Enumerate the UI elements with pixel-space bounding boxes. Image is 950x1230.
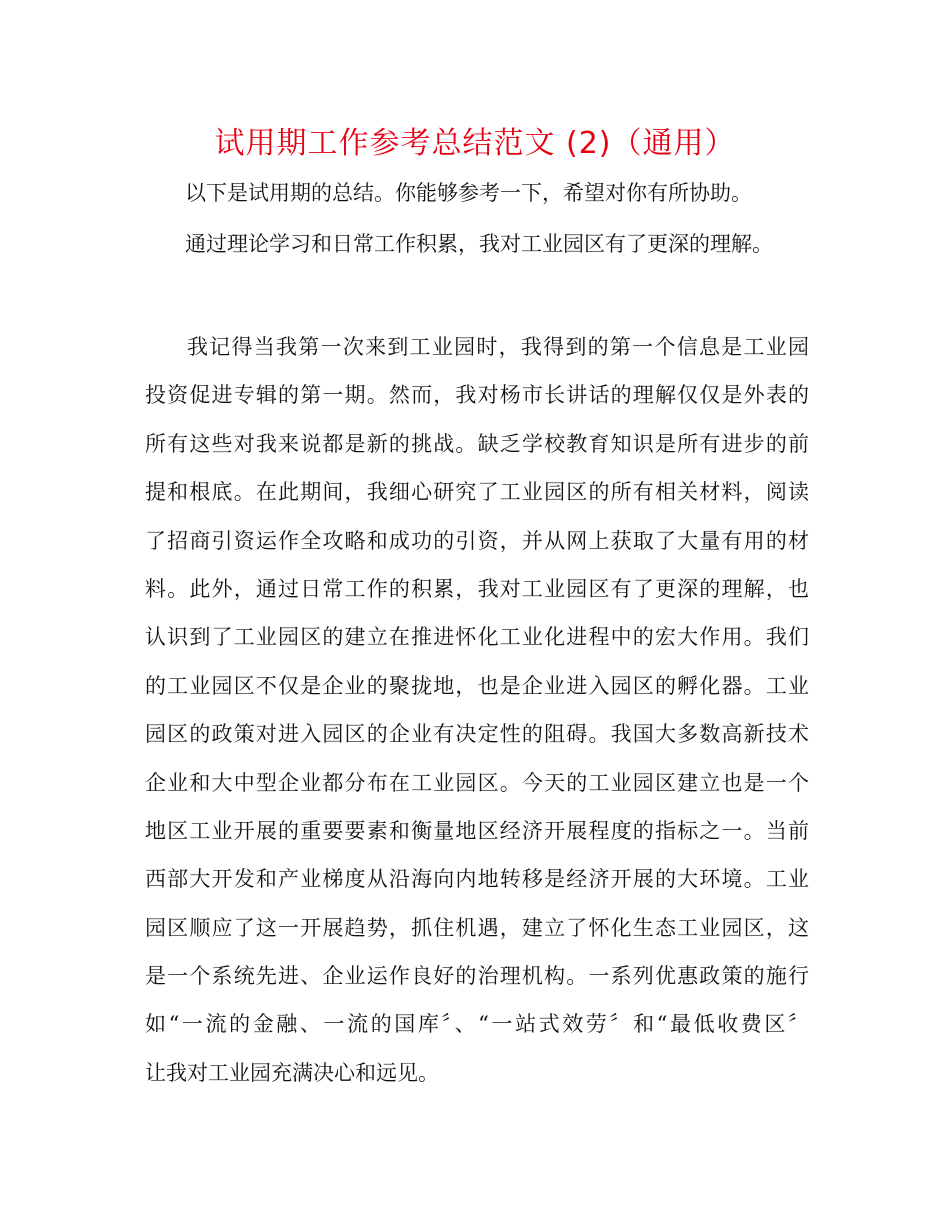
body-line: 让我对工业园充满决心和远见。 xyxy=(145,1060,439,1085)
body-line: 园区的政策对进入园区的企业有决定性的阻碍。我国大多数高新技术 xyxy=(145,722,809,747)
body-line: 我记得当我第一次来到工业园时，我得到的第一个信息是工业园 xyxy=(187,335,809,359)
body-line: 了招商引资运作全攻略和成功的引资，并从网上获取了大量有用的材 xyxy=(145,528,809,553)
body-line: 提和根底。在此期间，我细心研究了工业园区的所有相关材料，阅读 xyxy=(145,480,809,505)
body-line: 料。此外，通过日常工作的积累，我对工业园区有了更深的理解，也 xyxy=(145,576,809,601)
body-line: 的工业园区不仅是企业的聚拢地，也是企业进入园区的孵化器。工业 xyxy=(145,673,809,698)
body-line: 地区工业开展的重要要素和衡量地区经济开展程度的指标之一。当前 xyxy=(145,818,809,843)
document-title: 试用期工作参考总结范文 (2)（通用） xyxy=(214,126,736,161)
body-line: 所有这些对我来说都是新的挑战。缺乏学校教育知识是所有进步的前 xyxy=(145,431,809,456)
body-line: 西部大开发和产业梯度从沿海向内地转移是经济开展的大环境。工业 xyxy=(145,867,809,892)
intro-paragraph-1: 以下是试用期的总结。你能够参考一下，希望对你有所协助。 xyxy=(185,181,752,205)
body-line: 如“一流的金融、一流的国库〞、“一站式效劳〞和“最低收费区〞 xyxy=(145,1012,809,1037)
body-line: 投资促进专辑的第一期。然而，我对杨市长讲话的理解仅仅是外表的 xyxy=(145,383,809,408)
body-line: 认识到了工业园区的建立在推进怀化工业化进程中的宏大作用。我们 xyxy=(145,625,809,650)
body-line: 是一个系统先进、企业运作良好的治理机构。一系列优惠政策的施行 xyxy=(145,964,809,989)
body-line: 园区顺应了这一开展趋势，抓住机遇，建立了怀化生态工业园区，这 xyxy=(145,915,809,940)
body-line: 企业和大中型企业都分布在工业园区。今天的工业园区建立也是一个 xyxy=(145,770,809,795)
body-paragraph xyxy=(145,323,809,1097)
intro-paragraph-2: 通过理论学习和日常工作积累，我对工业园区有了更深的理解。 xyxy=(185,232,773,256)
